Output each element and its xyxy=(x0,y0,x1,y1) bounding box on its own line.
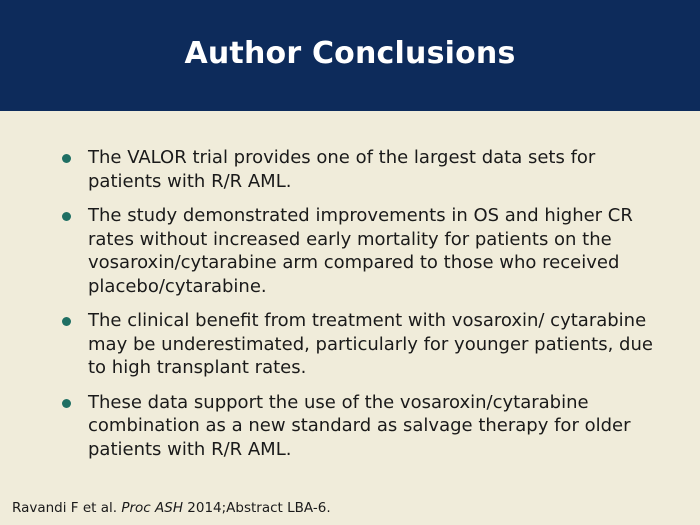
citation xyxy=(12,500,331,516)
bullet-text: The VALOR trial provides one of the largest data sets for patients with R/R AML. xyxy=(88,147,596,192)
bullet-dot-icon xyxy=(62,317,71,326)
bullet-text: These data support the use of the vosaroxin/cytarabine combination as a new standard as salvage therapy for older patients with R/R AML. xyxy=(88,391,631,460)
citation-authors: Ravandi F et al. xyxy=(12,500,118,516)
bullet-item xyxy=(60,146,670,193)
slide-title: Author Conclusions xyxy=(184,36,516,71)
bullet-item xyxy=(60,204,670,298)
bullet-text: The clinical benefit from treatment with vosaroxin/ cytarabine may be underestimated, particularly for younger patients, due to high transplant rates. xyxy=(88,310,653,378)
citation-details: 2014;Abstract LBA-6. xyxy=(187,500,331,516)
citation-journal: Proc ASH xyxy=(121,500,183,516)
bullet-dot-icon xyxy=(62,154,71,163)
bullet-dot-icon xyxy=(62,399,71,408)
bullet-text: The study demonstrated improvements in OS and higher CR rates without increased early mortality for patients on the vosaroxin/cytarabine arm compared to those who received placebo/cytarabine. xyxy=(88,205,633,297)
bullet-item xyxy=(60,391,670,462)
bullet-item xyxy=(60,309,670,380)
bullet-list xyxy=(60,146,670,472)
title-bar xyxy=(0,0,700,111)
bullet-dot-icon xyxy=(62,212,71,221)
